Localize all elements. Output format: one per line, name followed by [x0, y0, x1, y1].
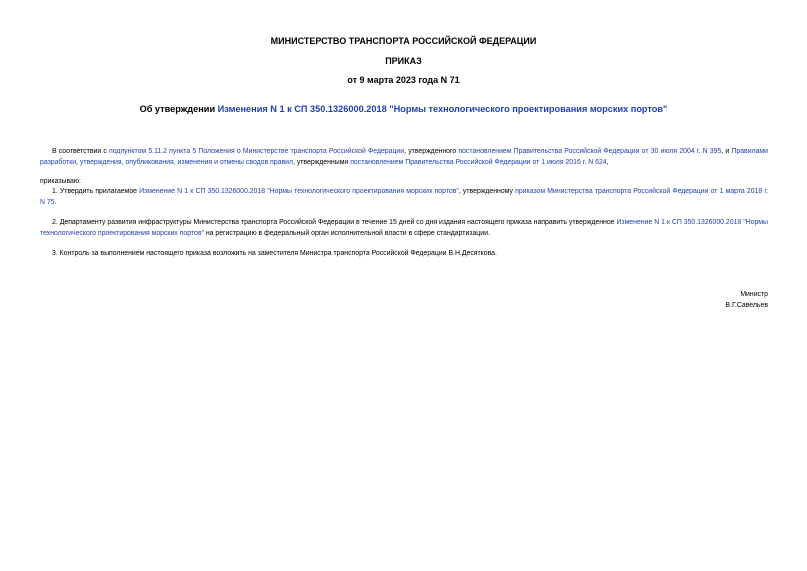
- ministry-heading: МИНИСТЕРСТВО ТРАНСПОРТА РОССИЙСКОЙ ФЕДЕРАЦИИ: [270, 36, 537, 46]
- item-2-text-2: на регистрацию в федеральный орган исполнительной власти в сфере стандартизации.: [203, 230, 490, 238]
- preamble-link-decree-395[interactable]: постановлением Правительства Российской Федерации от 30 июля 2004 г. N 395: [458, 148, 722, 155]
- item-2-paragraph: [40, 217, 768, 239]
- item-2-link-amendment[interactable]: Изменение N 1 к СП 350.1326000.2018 "Нормы технологического проектирования морских портов": [40, 219, 768, 238]
- preamble-text-2: , утвержденного: [404, 148, 459, 155]
- item-1-text-1: 1. Утвердить прилагаемое: [52, 188, 140, 195]
- preamble-link-decree-624[interactable]: постановлением Правительства Российской Федерации от 1 июля 2016 г. N 624: [350, 159, 607, 167]
- preamble-text-3: , и: [721, 148, 732, 155]
- signature-block: [568, 290, 768, 311]
- preamble-link-rules[interactable]: Правилами разработки, утверждения, опубликования, изменения и отмены сводов правил: [40, 148, 769, 167]
- item-3-paragraph: 3. Контроль за выполнением настоящего приказа возложить на заместителя Министра транспорта Российской Федерации В.Н.Десяткова.: [52, 250, 497, 257]
- order-word: приказываю:: [40, 178, 81, 185]
- preamble-link-regulation[interactable]: подпунктом 5.11.2 пункта 5 Положения о Министерстве транспорта Российской Федерации: [109, 148, 405, 155]
- doc-type-heading: ПРИКАЗ: [385, 56, 422, 66]
- item-1-text-2: , утвержденному: [458, 188, 516, 195]
- preamble-text-1: В соответствии с: [52, 148, 110, 155]
- title-prefix: Об утверждении: [139, 104, 218, 114]
- preamble-text-4: , утвержденными: [292, 159, 351, 167]
- doc-date-number: от 9 марта 2023 года N 71: [347, 75, 460, 85]
- preamble-paragraph: [40, 146, 768, 168]
- signature-position: Министр: [740, 291, 768, 298]
- item-1-text-3: .: [54, 199, 57, 207]
- item-2-text-1: 2. Департаменту развития инфраструктуры Министерства транспорта Российской Федерации в течение 15 дней со дня издания настоящего приказа направить утвержденное: [52, 219, 617, 226]
- document-title: [0, 104, 807, 115]
- title-amendment-link[interactable]: Изменения N 1 к СП 350.1326000.2018 "Нормы технологического проектирования морских портов": [217, 104, 668, 114]
- item-1-paragraph: [40, 186, 768, 208]
- preamble-text-5: ,: [606, 159, 609, 167]
- signature-name: В.Г.Савельев: [725, 301, 768, 309]
- item-1-link-order-75[interactable]: приказом Министерства транспорта Российской Федерации от 1 марта 2018 г. N 75: [40, 188, 769, 207]
- item-1-link-amendment[interactable]: Изменение N 1 к СП 350.1326000.2018 "Нормы технологического проектирования морских портов": [139, 188, 459, 195]
